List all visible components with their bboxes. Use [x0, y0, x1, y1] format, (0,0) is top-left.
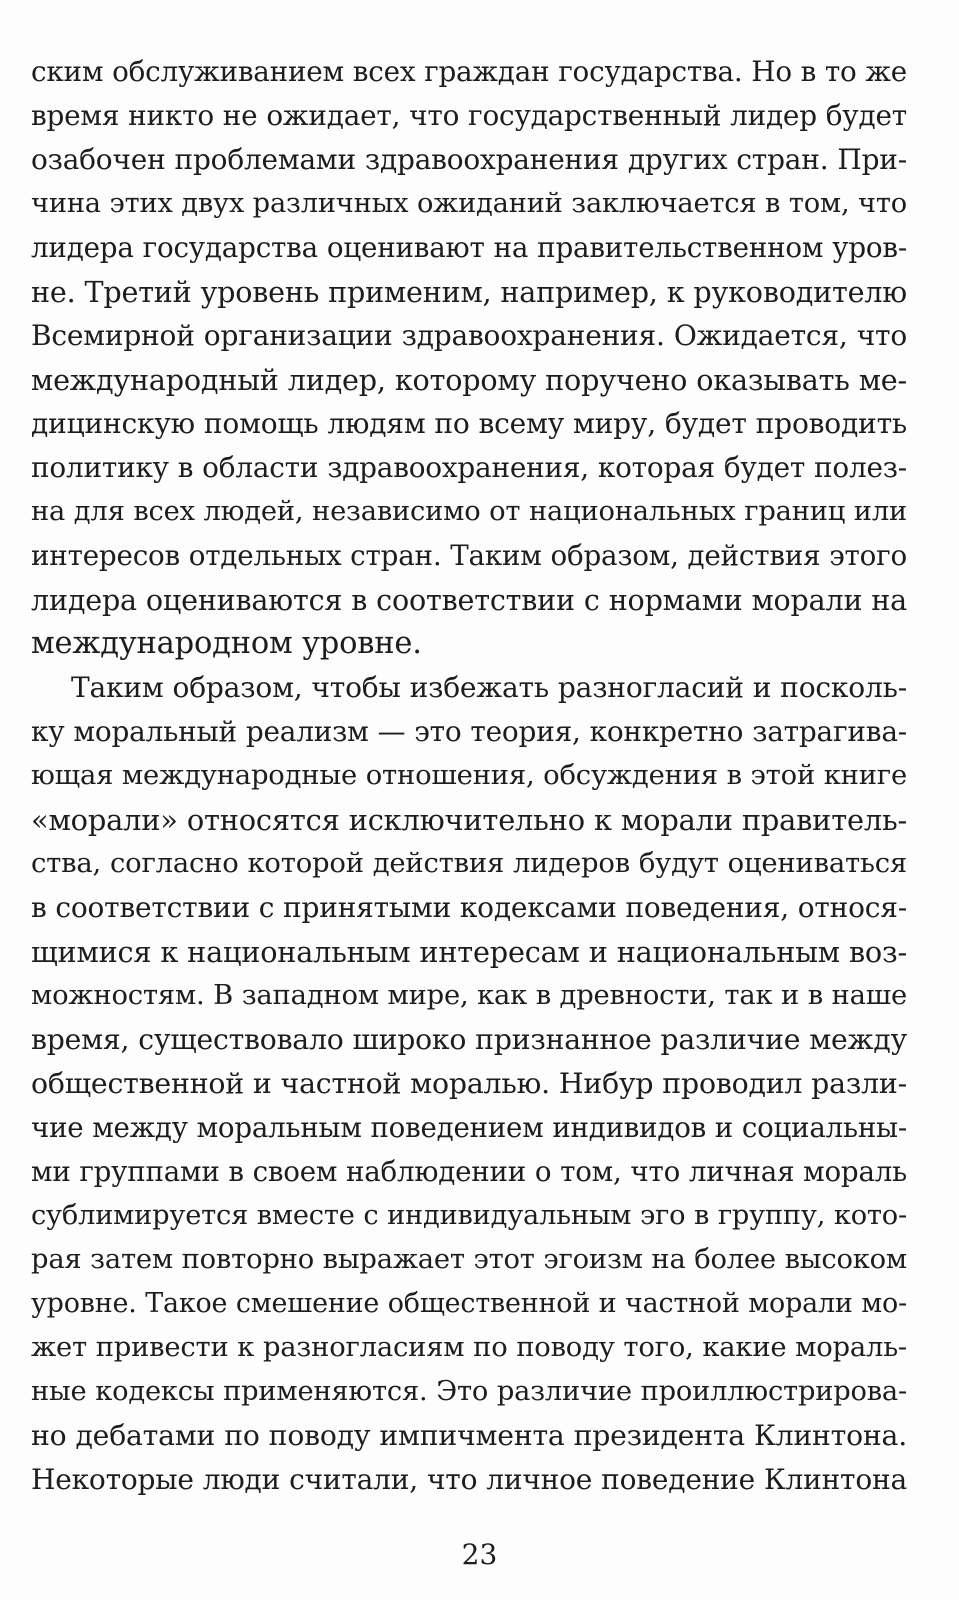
text-line: рая затем повторно выражает этот эгоизм на более высоком: [31, 1244, 907, 1275]
text-line: политику в области здравоохранения, которая будет полез-: [31, 451, 907, 484]
text-line: «морали» относятся исключительно к морали правитель-: [31, 803, 907, 837]
text-line: уровне. Такое смешение общественной и частной морали мо-: [31, 1288, 907, 1319]
text-line: международный лидер, которому поручено оказывать ме-: [31, 363, 907, 397]
text-line: дицинскую помощь людям по всему миру, будет проводить: [31, 407, 907, 440]
text-line: чие между моральным поведением индивидов и социальны-: [31, 1111, 907, 1144]
text-line: лидера оцениваются в соответствии с нормами морали на: [31, 583, 907, 617]
text-line: общественной и частной моралью. Нибур проводил разли-: [31, 1067, 907, 1100]
paragraph-1: [31, 50, 907, 666]
body-text: [31, 50, 907, 1502]
text-line: можностям. В западном мире, как в древности, так и в наше: [31, 980, 907, 1011]
text-line: не. Третий уровень применим, например, к руководителю: [31, 275, 907, 309]
text-line: чина этих двух различных ожиданий заключается в том, что: [31, 188, 907, 219]
text-line: ским обслуживанием всех граждан государства. Но в то же: [31, 55, 907, 88]
text-line: интересов отдельных стран. Таким образом, действия этого: [31, 539, 907, 572]
text-line: Некоторые люди считали, что личное поведение Клинтона: [31, 1463, 907, 1496]
text-line: Всемирной организации здравоохранения. Ожидается, что: [31, 319, 907, 352]
paragraph-2: [31, 666, 907, 1502]
text-line: Таким образом, чтобы избежать разногласий и посколь-: [71, 671, 907, 704]
text-line: время, существовало широко признанное различие между: [31, 1023, 907, 1056]
text-line: ные кодексы применяются. Это различие проиллюстрирова-: [31, 1376, 907, 1407]
text-line: озабочен проблемами здравоохранения других стран. При-: [31, 143, 907, 176]
text-line: но дебатами по поводу импичмента президента Клинтона.: [31, 1419, 907, 1452]
text-line: на для всех людей, независимо от национальных границ или: [31, 496, 907, 527]
text-line: сублимируется вместе с индивидуальным эго в группу, кото-: [31, 1200, 907, 1231]
text-line: ку моральный реализм — это теория, конкретно затрагива-: [31, 715, 907, 748]
page-number: 23: [461, 1538, 498, 1571]
text-line: ми группами в своем наблюдении о том, что личная мораль: [31, 1155, 907, 1188]
text-line: щимися к национальным интересам и национальным воз-: [31, 935, 907, 969]
text-line: в соответствии с принятыми кодексами поведения, относя-: [31, 891, 907, 924]
text-line: жет привести к разногласиям по поводу того, какие мораль-: [31, 1332, 907, 1363]
text-line: ющая международные отношения, обсуждения в этой книге: [31, 760, 907, 791]
text-line: международном уровне.: [31, 626, 422, 661]
text-line: лидера государства оценивают на правительственном уров-: [31, 231, 907, 264]
text-line: время никто не ожидает, что государственный лидер будет: [31, 99, 907, 132]
text-line: ства, согласно которой действия лидеров будут оцениваться: [31, 848, 907, 879]
